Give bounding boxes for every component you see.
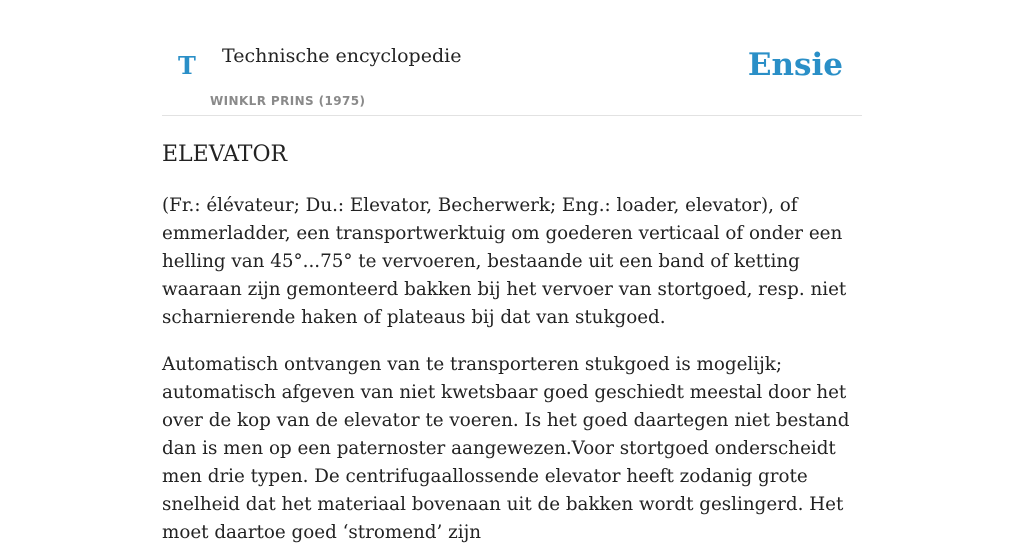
source-subtitle: WINKLR PRINS (1975) <box>210 94 366 108</box>
source-title[interactable]: Technische encyclopedie <box>222 45 462 67</box>
article-paragraph: (Fr.: élévateur; Du.: Elevator, Becherwerk; Eng.: loader, elevator), of emmerladder, een transportwerktuig om goederen verticaal of onder een helling van 45°...75° te vervoeren, bestaande uit een band of ketting waaraan zijn gemonteerd bakken bij het vervoer van stortgoed, resp. niet scharnierende haken of plateaus bij dat van stukgoed. <box>162 195 847 329</box>
header <box>162 0 862 116</box>
article-paragraph: Automatisch ontvangen van te transporteren stukgoed is mogelijk; automatisch afgeven van niet kwetsbaar goed geschiedt meestal door het over de kop van de elevator te voeren. Is het goed daartegen niet bestand dan is men op een paternoster aangewezen.Voor stortgoed onderscheidt men drie typen. De centrifugaallossende elevator heeft zodanig grote snelheid dat het materiaal bovenaan uit de bakken wordt geslingerd. Het moet daartoe goed ‘stromend’ zijn <box>162 354 850 544</box>
brand-logo[interactable]: Ensie <box>747 47 843 83</box>
content-container <box>162 0 862 547</box>
article-title: ELEVATOR <box>162 142 288 167</box>
source-logo[interactable]: T <box>178 51 196 80</box>
